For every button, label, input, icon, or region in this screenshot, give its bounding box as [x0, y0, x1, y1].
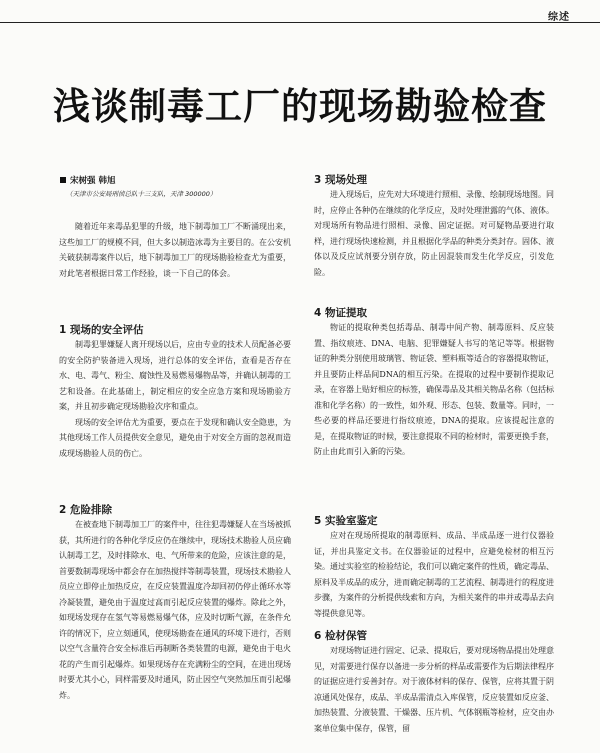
section-1-paragraph-1: 制毒犯罪嫌疑人离开现场以后，应由专业的技术人员配备必要的安全防护装备进入现场，进行总体的安全评估，查看是否存在水、电、毒气、粉尘、腐蚀性及易燃易爆物品等，并确认制毒的工艺和设备。在此基础上，制定相应的安全应急方案和现场勘验方案，并且初步确定现场勘验次序和重点。	[59, 340, 291, 411]
section-6	[314, 629, 554, 736]
section-tag: 综述	[548, 12, 570, 23]
author-block	[60, 174, 300, 198]
section-6-paragraph-1: 对现场物证进行固定、记录、提取后，要对现场物品提出处理意见，对需要进行保存以备进一步分析的样品或需要作为后期法律程序的证据应进行妥善封存。对于液体材料的保存、保管，应将其置于阴凉通风处保存，成品、半成品需清点入库保管，反应装置如反应釜、加热装置、分液装置、干燥器、压片机、气体钢瓶等检材，应交由办案单位集中保存，保管，留	[314, 646, 554, 733]
section-5-paragraph-1: 应对在现场所提取的制毒原料、成品、半成品逐一进行仪器验证，并出具鉴定文书。在仪器验证的过程中，应避免检材的相互污染。通过实验室的检验结论，我们可以确定案件的性质，确定毒品、原料及半成品的成分，进而确定制毒的工艺流程、制毒进行的程度进步骤，为案件的分析提供线索和方向，为相关案件的串并或毒品去向等提供意见等。	[314, 531, 554, 618]
section-3-paragraph-1: 进入现场后，应先对大环境进行照相、录像、绘制现场地图。同时，应停止各种仍在继续的化学反应，及时处理泄露的气体、液体。对现场所有物品进行照相、录像、固定证据。对可疑物品要进行取样，进行现场快速检测，并且根据化学品的种类分类封存。固体、液体以及反应试剂要分别存放，防止因混装而发生化学反应，引发危险。	[314, 190, 554, 277]
section-2	[59, 503, 291, 703]
intro-paragraph: 随着近年来毒品犯罪的升级，地下制毒加工厂不断涌现出来，这些加工厂的规模不同，但大多以制造冰毒为主要目的。在公安机关破获制毒案件以后，地下制毒加工厂的现场勘验检查尤为重要，对此笔者根据日常工作经验，谈一下自己的体会。	[59, 222, 291, 278]
section-3	[314, 173, 554, 280]
header-rule	[0, 22, 600, 23]
section-2-heading: 2 危险排除	[59, 504, 112, 516]
section-1-heading: 1 现场的安全评估	[59, 324, 144, 336]
section-2-paragraph-1: 在被查地下制毒加工厂的案件中，往往犯毒嫌疑人在当场被抓获，其所进行的各种化学反应仍在继续中，现场技术勘验人员应确认制毒工艺，及时排除水、电、气所带来的危险，应该注意的是，首要数制毒现场中都会存在加热搅拌等制毒装置，现场技术勘验人员应立即停止加热反应，在反应装置温度冷却回初仍停止循环水等冷凝装置，避免由于温度过高而引起反应装置的爆炸。除此之外，如现场发现存在氢气等易燃易爆气体，应及时切断气源，在条件允许的情况下，应立刻通风，使现场勘查在通风的环境下进行，否则以空气含量符合安全标准后再制断各类装置的电源，避免由于电火花的产生而引起爆炸。如果现场存在充满粉尘的空间，在进出现场时要尤其小心，同样需要及时通风，防止因空气突然加压而引起爆炸。	[59, 520, 291, 700]
section-4	[314, 306, 554, 460]
section-1-paragraph-2: 现场的安全评估尤为重要，要点在于发现和确认安全隐患，为其他现场工作人员提供安全意见，避免由于对安全方面的忽视而造成现场勘验人员的伤亡。	[59, 417, 291, 458]
author-names: 宋树强 韩旭	[60, 174, 300, 186]
section-6-heading: 6 检材保管	[314, 630, 367, 642]
intro-block	[59, 219, 291, 281]
article-title: 浅谈制毒工厂的现场勘验检查	[53, 84, 547, 128]
author-affiliation: （天津市公安局刑侦总队十三支队，天津 300000）	[66, 190, 217, 198]
section-5	[314, 514, 554, 621]
section-5-heading: 5 实验室鉴定	[314, 515, 378, 527]
section-3-heading: 3 现场处理	[314, 174, 367, 186]
section-4-paragraph-1: 物证的提取种类包括毒品、制毒中间产物、制毒原料、反应装置、指纹痕迹、DNA、电脑、犯罪嫌疑人书写的笔记等等。根据物证的种类分别使用玻璃管、物证袋、塑料瓶等适合的容器提取物证，并且要防止样品间DNA的相互污染。在提取的过程中要制作提取记录，在容器上贴好相应的标签，确保毒品及其相关物品名称（包括标准和化学名称）的一致性，如外观、形态、包装、数量等。同时，一些必要的样品还要进行指纹痕迹，DNA的提取。应该提起注意的是，在提取物证的时候，要注意提取不同的检材时，需要更换手套，防止由此而引入新的污染。	[314, 323, 554, 456]
section-1	[59, 323, 291, 461]
section-4-heading: 4 物证提取	[314, 307, 367, 319]
